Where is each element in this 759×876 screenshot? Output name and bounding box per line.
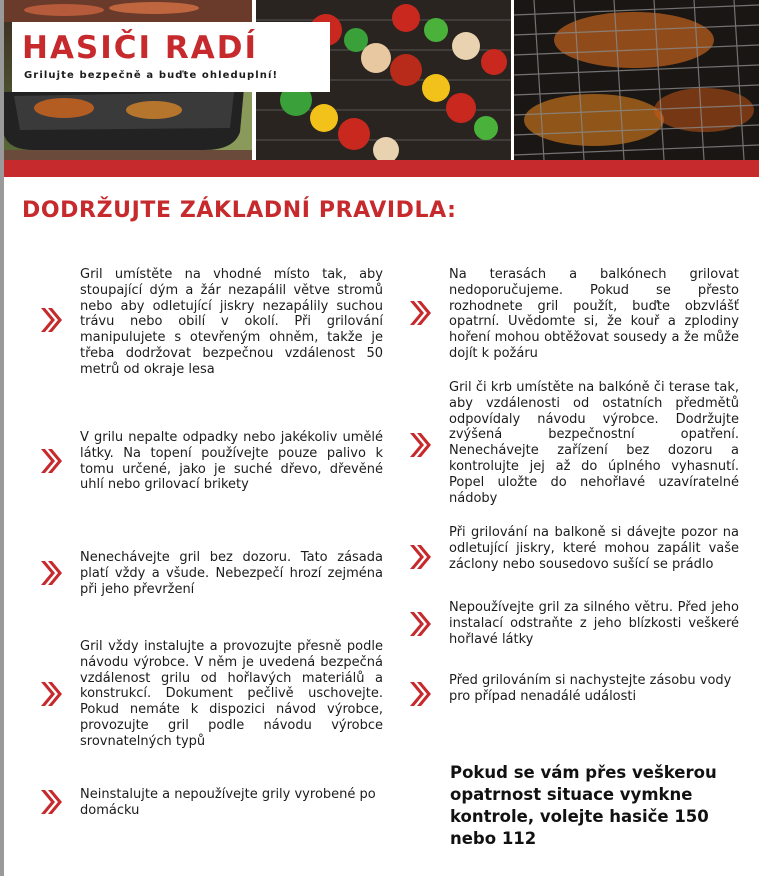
page-title: HASIČI RADÍ [22,30,259,66]
fire-grate-photo-right [514,0,759,160]
chevron-right-icon [38,559,64,587]
chevron-right-icon [407,543,433,571]
rule-text: Gril vždy instalujte a provozujte přesně podle návodu výrobce. V něm je uvedená bezpečná vzdálenost grilu od hořlavých materiálů a konstrukcí. Dokument pečlivě uschovejte. Pokud nemáte k dispozici návod výrobce, provozujte gril podle návodu výrobce srovnatelných typů [80,639,383,749]
chevron-right-icon [407,431,433,459]
page-subtitle: Grilujte bezpečně a buďte ohleduplní! [24,70,279,81]
rule-text: Neinstalujte a nepoužívejte grily vyrobené po domácku [80,787,376,818]
emergency-callout: Pokud se vám přes veškerou opatrnost situace vymkne kontrole, volejte hasiče 150 nebo 112 [450,763,717,848]
chevron-right-icon [407,299,433,327]
chevron-right-icon [38,447,64,475]
rule-text: Při grilování na balkoně si dávejte pozor na odletující jiskry, které mohou zapálit vaše záclony nebo sousedovo sušící se prádlo [449,525,739,572]
section-heading: DODRŽUJTE ZÁKLADNÍ PRAVIDLA: [22,198,457,223]
rule-text: Nepoužívejte gril za silného větru. Před jeho instalací odstraňte z jeho blízkosti veškeré hořlavé látky [449,600,739,647]
header-banner [4,0,759,160]
accent-bar [4,160,759,177]
chevron-right-icon [407,680,433,708]
chevron-right-icon [38,680,64,708]
chevron-right-icon [38,788,64,816]
chevron-right-icon [407,610,433,638]
rule-text: Na terasách a balkónech grilovat nedoporučujeme. Pokud se přesto rozhodnete gril použít, buďte obzvlášť opatrní. Uvědomte si, že kouř a zplodiny hoření mohou obtěžovat sousedy a že může dojít k požáru [449,267,739,361]
rule-text: V grilu nepalte odpadky nebo jakékoliv umělé látky. Na topení používejte pouze palivo k tomu určené, jako je suché dřevo, dřevěné uhlí nebo grilovací brikety [80,430,383,493]
rule-text: Gril či krb umístěte na balkóně či terase tak, aby vzdálenosti od ostatních předmětů odpovídaly návodu výrobce. Dodržujte zvýšená bezpečnostní opatření. Nenechávejte zařízení bez dozoru a kontrolujte jej až do úplného vyhasnutí. Popel uložte do nehořlavé uzavíratelné nádoby [449,380,739,506]
rule-text: Před grilováním si nachystejte zásobu vody pro případ nenadálé události [449,673,732,704]
title-box [12,22,330,92]
rule-text: Gril umístěte na vhodné místo tak, aby stoupající dým a žár nezapálil větve stromů nebo aby odletující jiskry nezapálily suchou trávu nebo obilí v okolí. Při grilování manipulujete s otevřeným ohněm, takže je třeba dodržovat bezpečnou vzdálenost 50 metrů od okraje lesa [80,267,383,377]
chevron-right-icon [38,306,64,334]
rule-text: Nenechávejte gril bez dozoru. Tato zásada platí vždy a všude. Nebezpečí hrozí zejména při jeho převržení [80,550,383,597]
